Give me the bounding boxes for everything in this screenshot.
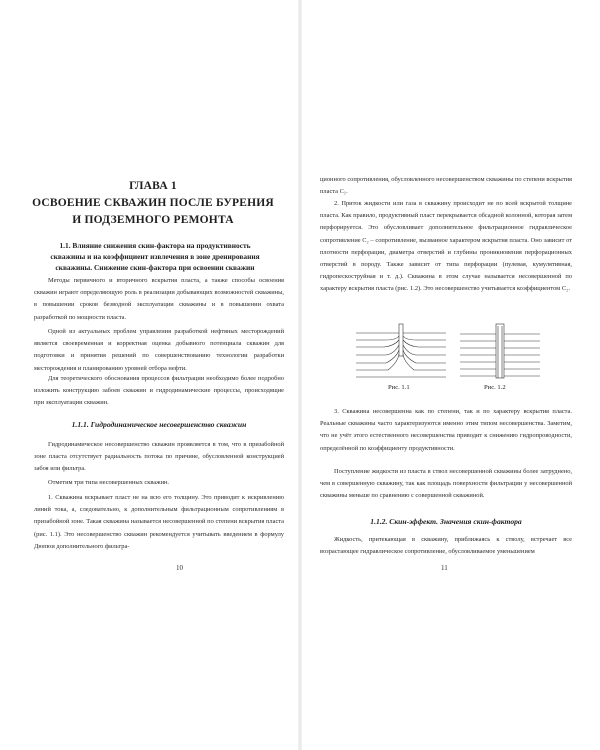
section-title-line-1: 1.1. Влияние снижения скин-фактора на продуктивность	[59, 241, 251, 250]
paragraph: Поступление жидкости из пласта в ствол несовершенной скважины более затруднено, чем в совершенную скважину, так как площадь поверхности фильтрации у несовершенной скважины меньше по сравнению с совершенной скважиной.	[320, 468, 572, 500]
subsection-heading: 1.1.1. Гидродинамическое несовершенство скважин	[71, 420, 247, 429]
right-page	[300, 0, 600, 750]
figure-caption: Рис. 1.2	[484, 384, 506, 391]
page-number: 10	[176, 564, 183, 572]
paragraph: 1. Скважина вскрывает пласт не на всю его толщину. Это приводит к искривлению линий тока, а, следовательно, к дополнительным фильтрационным сопротивлениям в призабойной зоне. Такая скважина называется несовершенной по степени вскрытия пласта (рис. 1.1). Это несовершенство скважин рекомендуется учитывать введением в формулу Дюпюи дополнительного фильтра-	[34, 494, 284, 550]
section-title-line-2: скважины и на коэффициент извлечения в зоне дренирования	[50, 252, 260, 261]
paragraph: 2. Приток жидкости или газа в скважину происходит не по всей вскрытой толщине пласта. Как правило, продуктивный пласт перекрывается обсадной колонной, которая затем перфорируется. Это обусловливает дополнительное фильтрационное гидравлическое сопротивление C₂ – сопротивление, вызванное характером вскрытия пласта. Оно зависит от плотности перфорации, диаметра отверстий и глубины проникновения перфорационных отверстий в породу. Также зависит от типа перфорации (пулевая, кумулятивная, гидропескоструйная и т. д.). Скважина в этом случае называется несовершенной по характеру вскрытия пласта (рис. 1.2). Это несовершенство учитывается коэффициентом C₂.	[320, 200, 572, 293]
figure-1-2	[460, 324, 540, 382]
paragraph: Жидкость, притекающая в скважину, приближаясь к стволу, встречает все возрастающее гидравлическое сопротивление, обусловливаемое уменьшением	[320, 536, 572, 556]
paragraph: Для теоретического обоснования процессов фильтрации необходимо более подробно изложить конструкцию забоев скважин и гидродинамические процессы, происходящие при эксплуатации скважин.	[34, 375, 284, 407]
paragraph: ционного сопротивления, обусловленного несовершенством скважины по степени вскрытия пласта C₁.	[320, 176, 572, 196]
figure-1-1	[356, 330, 446, 380]
figure-caption: Рис. 1.1	[388, 384, 410, 391]
paragraph: 3. Скважина несовершенна как по степени, так и по характеру вскрытия пласта. Реальные скважины часто характеризуются именно этим типом несовершенства. Заметим, что не учёт этого естественного несовершенства приводит к снижению гидропроводности, определённой по коэффициенту продуктивности.	[320, 408, 572, 452]
chapter-number: ГЛАВА 1	[129, 180, 177, 192]
paragraph: Гидродинамическое несовершенство скважин проявляется в том, что в призабойной зоне пласта отсутствует радиальность потока по причине, обусловленной конструкцией забоя или фильтра.	[34, 441, 284, 473]
paragraph: Методы первичного и вторичного вскрытия пласта, а также способы освоения скважин играют определяющую роль в реализации добывающих возможностей скважины, в повышении сроков безводной эксплуатации скважины и в повышении охвата разработкой по мощности пласта.	[34, 277, 284, 321]
chapter-title-line-1: ОСВОЕНИЕ СКВАЖИН ПОСЛЕ БУРЕНИЯ	[32, 197, 274, 209]
subsection-heading: 1.1.2. Скин-эффект. Значения скин-фактора	[370, 517, 522, 526]
page-number: 11	[441, 564, 448, 572]
paragraph: Одной из актуальных проблем управления разработкой нефтяных месторождений является своевременная и корректная оценка добывного потенциала скважин для подготовки и принятия решений по совершенствованию технологии разработки месторождения и планированию уровней отбора нефти.	[34, 328, 284, 372]
chapter-title-line-2: И ПОДЗЕМНОГО РЕМОНТА	[72, 214, 234, 226]
paragraph: Отметим три типа несовершенных скважин.	[48, 479, 170, 486]
section-title-line-3: скважины. Снижение скин-фактора при освоении скважин	[55, 263, 255, 272]
